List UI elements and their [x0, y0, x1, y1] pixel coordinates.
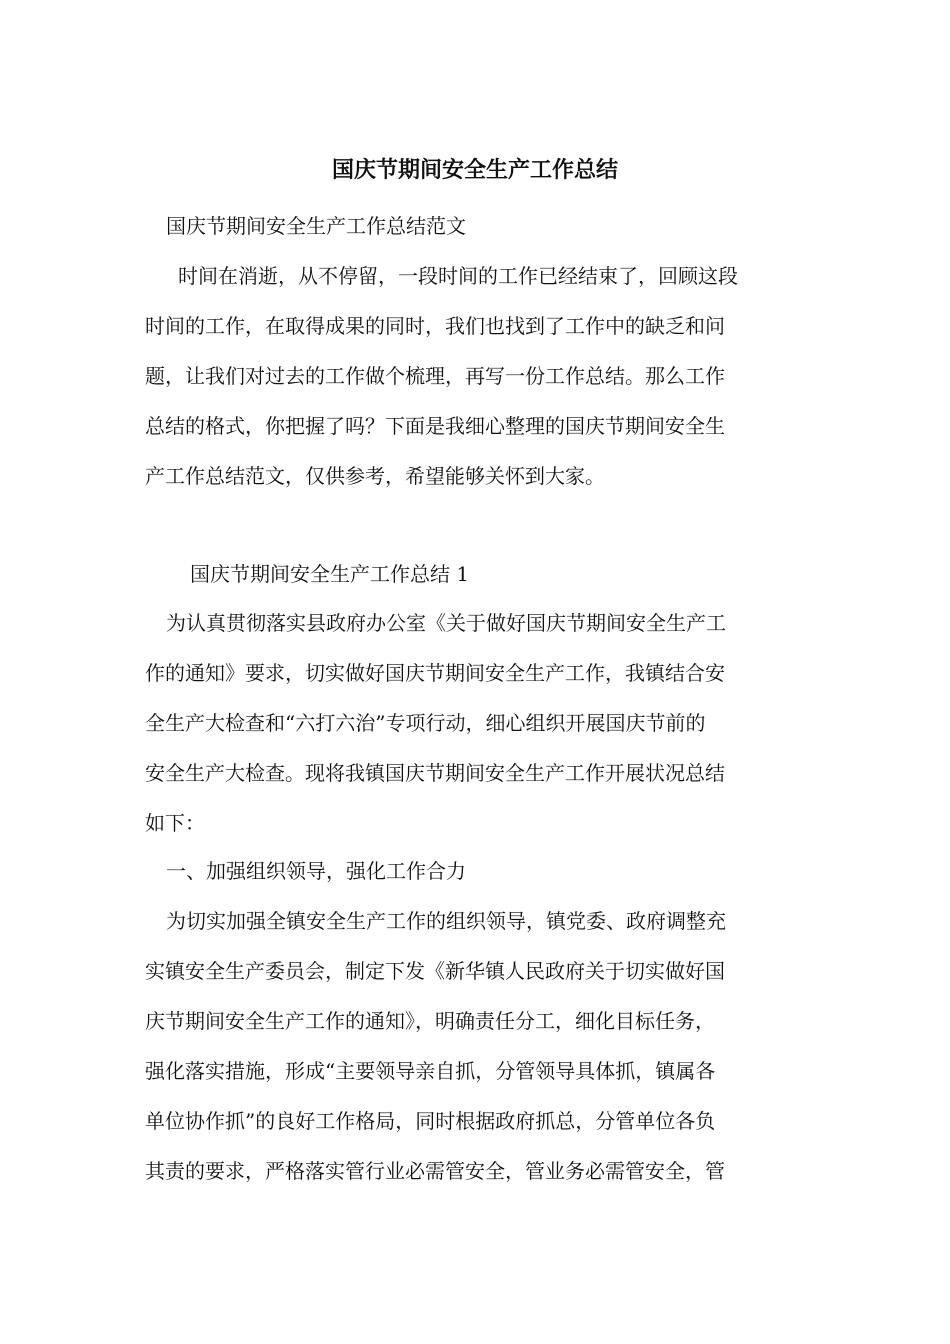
paragraph-line: 庆节期间安全生产工作的通知》，明确责任分工，细化目标任务， [145, 1009, 715, 1033]
paragraph-line: 强化落实措施，形成“主要领导亲自抓，分管领导具体抓，镇属各 [145, 1059, 716, 1083]
intro-line: 时间的工作，在取得成果的同时，我们也找到了工作中的缺乏和问 [145, 314, 725, 338]
paragraph-line: 作的通知》要求，切实做好国庆节期间安全生产工作，我镇结合安 [145, 661, 725, 685]
paragraph-line: 安全生产大检查。现将我镇国庆节期间安全生产工作开展状况总结 [145, 761, 725, 785]
paragraph-line: 全生产大检查和“六打六治”专项行动，细心组织开展国庆节前的 [145, 711, 706, 735]
intro-line: 时间在消逝，从不停留，一段时间的工作已经结束了，回顾这段 [178, 264, 738, 288]
intro-line: 题，让我们对过去的工作做个梳理，再写一份工作总结。那么工作 [145, 364, 725, 388]
paragraph-line: 为切实加强全镇安全生产工作的组织领导，镇党委、政府调整充 [166, 909, 726, 933]
paragraph-line: 其责的要求，严格落实管行业必需管安全，管业务必需管安全，管 [145, 1159, 725, 1183]
intro-line: 总结的格式，你把握了吗？下面是我细心整理的国庆节期间安全生 [145, 414, 725, 438]
intro-line: 产工作总结范文，仅供参考，希望能够关怀到大家。 [145, 464, 605, 488]
heading-1: 一、加强组织领导，强化工作合力 [166, 859, 466, 883]
document-title: 国庆节期间安全生产工作总结 [331, 157, 618, 183]
document-subtitle: 国庆节期间安全生产工作总结范文 [166, 214, 466, 238]
paragraph-line: 单位协作抓”的良好工作格局，同时根据政府抓总，分管单位各负 [145, 1109, 716, 1133]
section-heading: 国庆节期间安全生产工作总结 1 [190, 562, 470, 586]
paragraph-line: 如下： [145, 811, 205, 835]
paragraph-line: 为认真贯彻落实县政府办公室《关于做好国庆节期间安全生产工 [166, 611, 726, 635]
paragraph-line: 实镇安全生产委员会，制定下发《新华镇人民政府关于切实做好国 [145, 959, 725, 983]
